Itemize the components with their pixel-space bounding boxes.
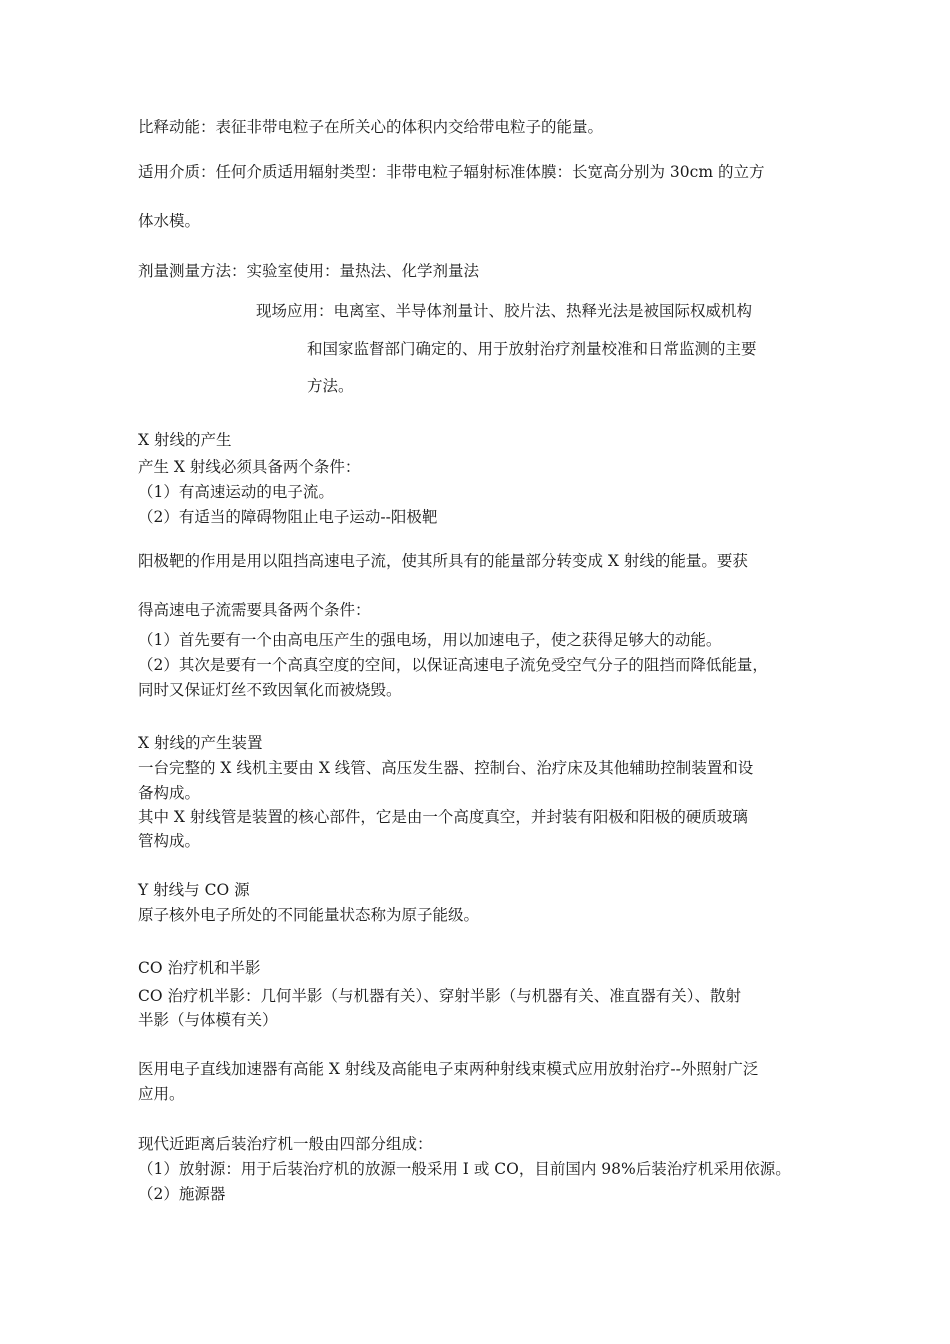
- section-heading: Y 射线与 CO 源: [138, 881, 250, 899]
- text-line: CO 治疗机半影：几何半影（与机器有关）、穿射半影（与机器有关、准直器有关）、散射: [138, 987, 741, 1005]
- text-line: 医用电子直线加速器有高能 X 射线及高能电子束两种射线束模式应用放射治疗--外照射广泛: [138, 1060, 759, 1078]
- list-item: （2）施源器: [138, 1185, 226, 1203]
- list-item: （2）有适当的障碍物阻止电子运动--阳极靶: [138, 508, 438, 526]
- text-line: 原子核外电子所处的不同能量状态称为原子能级。: [138, 906, 480, 924]
- section-heading: CO 治疗机和半影: [138, 959, 261, 977]
- text-line: 得高速电子流需要具备两个条件：: [138, 601, 371, 619]
- text-line: 应用。: [138, 1085, 185, 1103]
- text-line: 产生 X 射线必须具备两个条件：: [138, 458, 361, 476]
- text-line: 比释动能：表征非带电粒子在所关心的体积内交给带电粒子的能量。: [138, 118, 604, 136]
- text-line: 阳极靶的作用是用以阻挡高速电子流，使其所具有的能量部分转变成 X 射线的能量。要获: [138, 552, 748, 570]
- text-line: 体水模。: [138, 212, 201, 230]
- section-heading: X 射线的产生: [138, 431, 232, 449]
- list-item: （1）放射源：用于后装治疗机的放源一般采用 I 或 CO，目前国内 98%后装治疗机采用依源。: [138, 1160, 791, 1178]
- text-line: 现场应用：电离室、半导体剂量计、胶片法、热释光法是被国际权威机构: [256, 302, 753, 320]
- section-heading: 现代近距离后装治疗机一般由四部分组成：: [138, 1135, 433, 1153]
- text-line: 同时又保证灯丝不致因氧化而被烧毁。: [138, 681, 402, 699]
- text-line: 剂量测量方法：实验室使用：量热法、化学剂量法: [138, 262, 480, 280]
- text-line: 和国家监督部门确定的、用于放射治疗剂量校准和日常监测的主要: [307, 340, 757, 358]
- text-line: 半影（与体模有关）: [138, 1011, 278, 1029]
- text-line: 一台完整的 X 线机主要由 X 线管、高压发生器、控制台、治疗床及其他辅助控制装置和设: [138, 759, 754, 777]
- list-item: （1）有高速运动的电子流。: [138, 483, 334, 501]
- text-line: 适用介质：任何介质适用辐射类型：非带电粒子辐射标准体膜：长宽高分别为 30cm 的立方: [138, 163, 765, 181]
- list-item: （2）其次是要有一个高真空度的空间，以保证高速电子流免受空气分子的阻挡而降低能量，: [138, 656, 768, 674]
- text-line: 方法。: [307, 377, 354, 395]
- text-line: 备构成。: [138, 784, 201, 802]
- section-heading: X 射线的产生装置: [138, 734, 263, 752]
- text-line: 管构成。: [138, 832, 201, 850]
- text-line: 其中 X 射线管是装置的核心部件，它是由一个高度真空，并封装有阳极和阳极的硬质玻璃: [138, 808, 748, 826]
- list-item: （1）首先要有一个由高电压产生的强电场，用以加速电子，使之获得足够大的动能。: [138, 631, 722, 649]
